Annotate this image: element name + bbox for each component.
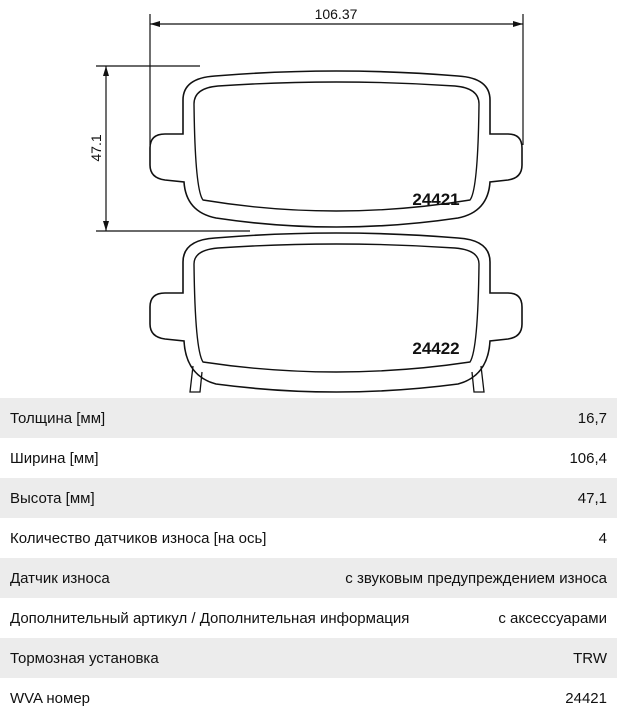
spec-value: TRW: [573, 649, 607, 667]
spec-value: 47,1: [577, 489, 607, 507]
specs-table: [0, 398, 617, 718]
spec-label: Датчик износа: [10, 569, 110, 587]
width-arrow-right: [513, 21, 523, 27]
spec-value: 16,7: [577, 409, 607, 427]
height-arrow-top: [103, 66, 109, 76]
brake-pad-top: [150, 71, 522, 227]
pad-top-code: 24421: [412, 190, 460, 209]
spec-row-wva-number: [0, 678, 617, 718]
spec-row-additional-info: [0, 598, 617, 638]
spec-row-brake-system: [0, 638, 617, 678]
brake-pad-bottom: [150, 233, 522, 392]
spec-row-height: [0, 478, 617, 518]
spec-value: с звуковым предупреждением износа: [345, 569, 607, 587]
spec-row-width: [0, 438, 617, 478]
spec-row-thickness: [0, 398, 617, 438]
spec-value: 106,4: [569, 449, 607, 467]
spec-label: WVA номер: [10, 689, 91, 707]
spec-label: Тормозная установка: [10, 649, 159, 667]
spec-row-wear-sensor: [0, 558, 617, 598]
spec-label: Количество датчиков износа [на ось]: [10, 529, 267, 547]
spec-value: с аксессуарами: [498, 609, 607, 627]
spec-label: Толщина [мм]: [10, 409, 106, 427]
spec-label: Дополнительный артикул / Дополнительная информация: [10, 609, 410, 627]
height-dimension-label: 47.1: [88, 134, 104, 162]
pad-bottom-code: 24422: [412, 339, 460, 358]
height-arrow-bottom: [103, 221, 109, 231]
spec-label: Высота [мм]: [10, 489, 95, 507]
spec-value: 4: [598, 529, 607, 547]
spec-row-sensor-count: [0, 518, 617, 558]
spec-value: 24421: [565, 689, 607, 707]
width-dimension-label: 106.37: [314, 6, 358, 22]
spec-label: Ширина [мм]: [10, 449, 99, 467]
width-arrow-left: [150, 21, 160, 27]
